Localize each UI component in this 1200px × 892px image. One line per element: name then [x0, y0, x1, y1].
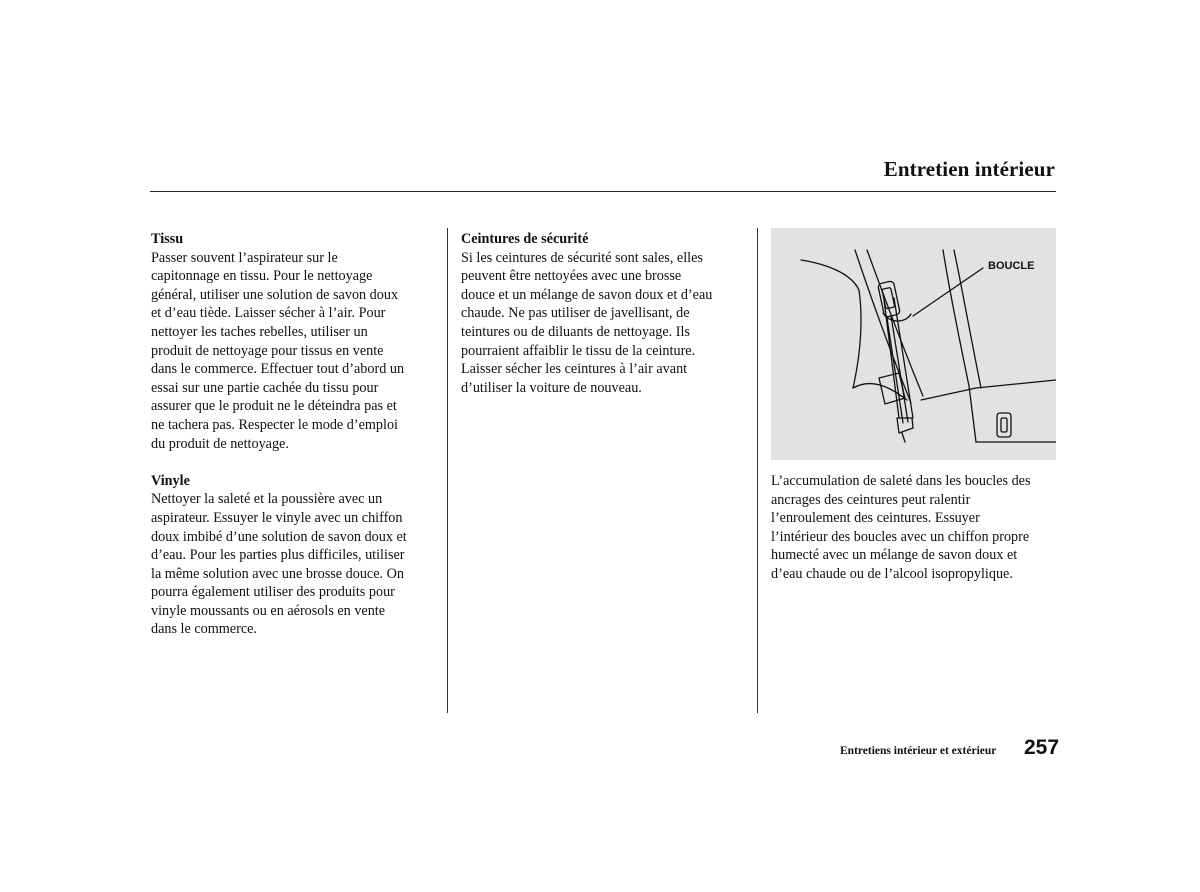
- section-heading-vinyle: Vinyle: [151, 472, 190, 489]
- page-title: Entretien intérieur: [883, 157, 1055, 181]
- left-column: [151, 230, 441, 639]
- text-line: nettoyer les taches rebelles, utiliser un: [151, 323, 368, 340]
- figure-label-boucle: BOUCLE: [988, 260, 1035, 272]
- section-heading-ceintures: Ceintures de sécurité: [461, 231, 589, 247]
- text-line: L’accumulation de saleté dans les boucles des: [771, 473, 1031, 489]
- header-rule: [150, 191, 1056, 192]
- paragraph-gap: [151, 453, 441, 472]
- text-line: teintures ou de diluants de nettoyage. Ils: [461, 323, 690, 340]
- text-line: humecté avec un mélange de savon doux et: [771, 547, 1018, 564]
- text-line: dans le commerce. Effectuer tout d’abord un: [151, 361, 405, 378]
- text-line: peuvent être nettoyées avec une brosse: [461, 268, 682, 285]
- seat-belt-drawing: [771, 228, 1056, 460]
- text-line: Laisser sécher les ceintures à l’air avant: [461, 361, 688, 378]
- text-line: Nettoyer la saleté et la poussière avec un: [151, 491, 383, 508]
- text-line: pourraient affaiblir le tissu de la ceinture.: [461, 342, 696, 359]
- text-line: douce et un mélange de savon doux et d’eau: [461, 286, 713, 303]
- text-line: l’intérieur des boucles avec un chiffon propre: [771, 528, 1030, 545]
- text-line: essai sur une partie cachée du tissu pour: [151, 379, 379, 396]
- text-line: l’enroulement des ceintures. Essuyer: [771, 510, 980, 527]
- right-column-text: [771, 472, 1061, 584]
- text-line: capitonnage en tissu. Pour le nettoyage: [151, 268, 373, 285]
- page-number: 257: [1024, 736, 1060, 759]
- text-line: pourra également utiliser des produits pour: [151, 584, 395, 601]
- text-line: dans le commerce.: [151, 621, 257, 638]
- text-line: chaude. Ne pas utiliser de javellisant, de: [461, 305, 690, 322]
- seat-belt-buckle-illustration: [771, 228, 1056, 460]
- footer-section-title: Entretiens intérieur et extérieur: [840, 745, 997, 757]
- text-line: Passer souvent l’aspirateur sur le: [151, 249, 338, 266]
- text-line: d’eau. Pour les parties plus difficiles, utiliser: [151, 547, 405, 564]
- text-line: et d’eau tiède. Laisser sécher à l’air. Pour: [151, 305, 386, 322]
- section-heading-tissu: Tissu: [151, 231, 184, 247]
- text-line: vinyle moussants ou en aérosols en vente: [151, 602, 386, 619]
- text-line: d’eau chaude ou de l’alcool isopropylique.: [771, 565, 1013, 582]
- text-line: Si les ceintures de sécurité sont sales, elles: [461, 249, 703, 266]
- middle-column: [461, 230, 751, 397]
- text-line: général, utiliser une solution de savon doux: [151, 286, 399, 303]
- column-divider-right: [757, 228, 758, 713]
- text-line: doux imbibé d’une solution de savon doux et: [151, 528, 407, 545]
- text-line: ne tachera pas. Respecter le mode d’emploi: [151, 416, 398, 433]
- text-line: assurer que le produit ne le déteindra pas et: [151, 398, 397, 415]
- text-line: produit de nettoyage pour tissus en vente: [151, 342, 384, 359]
- column-divider-left: [447, 228, 448, 713]
- text-line: ancrages des ceintures peut ralentir: [771, 491, 971, 508]
- text-line: la même solution avec une brosse douce. On: [151, 565, 404, 582]
- text-line: d’utiliser la voiture de nouveau.: [461, 379, 642, 396]
- text-line: du produit de nettoyage.: [151, 435, 289, 452]
- text-line: aspirateur. Essuyer le vinyle avec un chiffon: [151, 509, 403, 526]
